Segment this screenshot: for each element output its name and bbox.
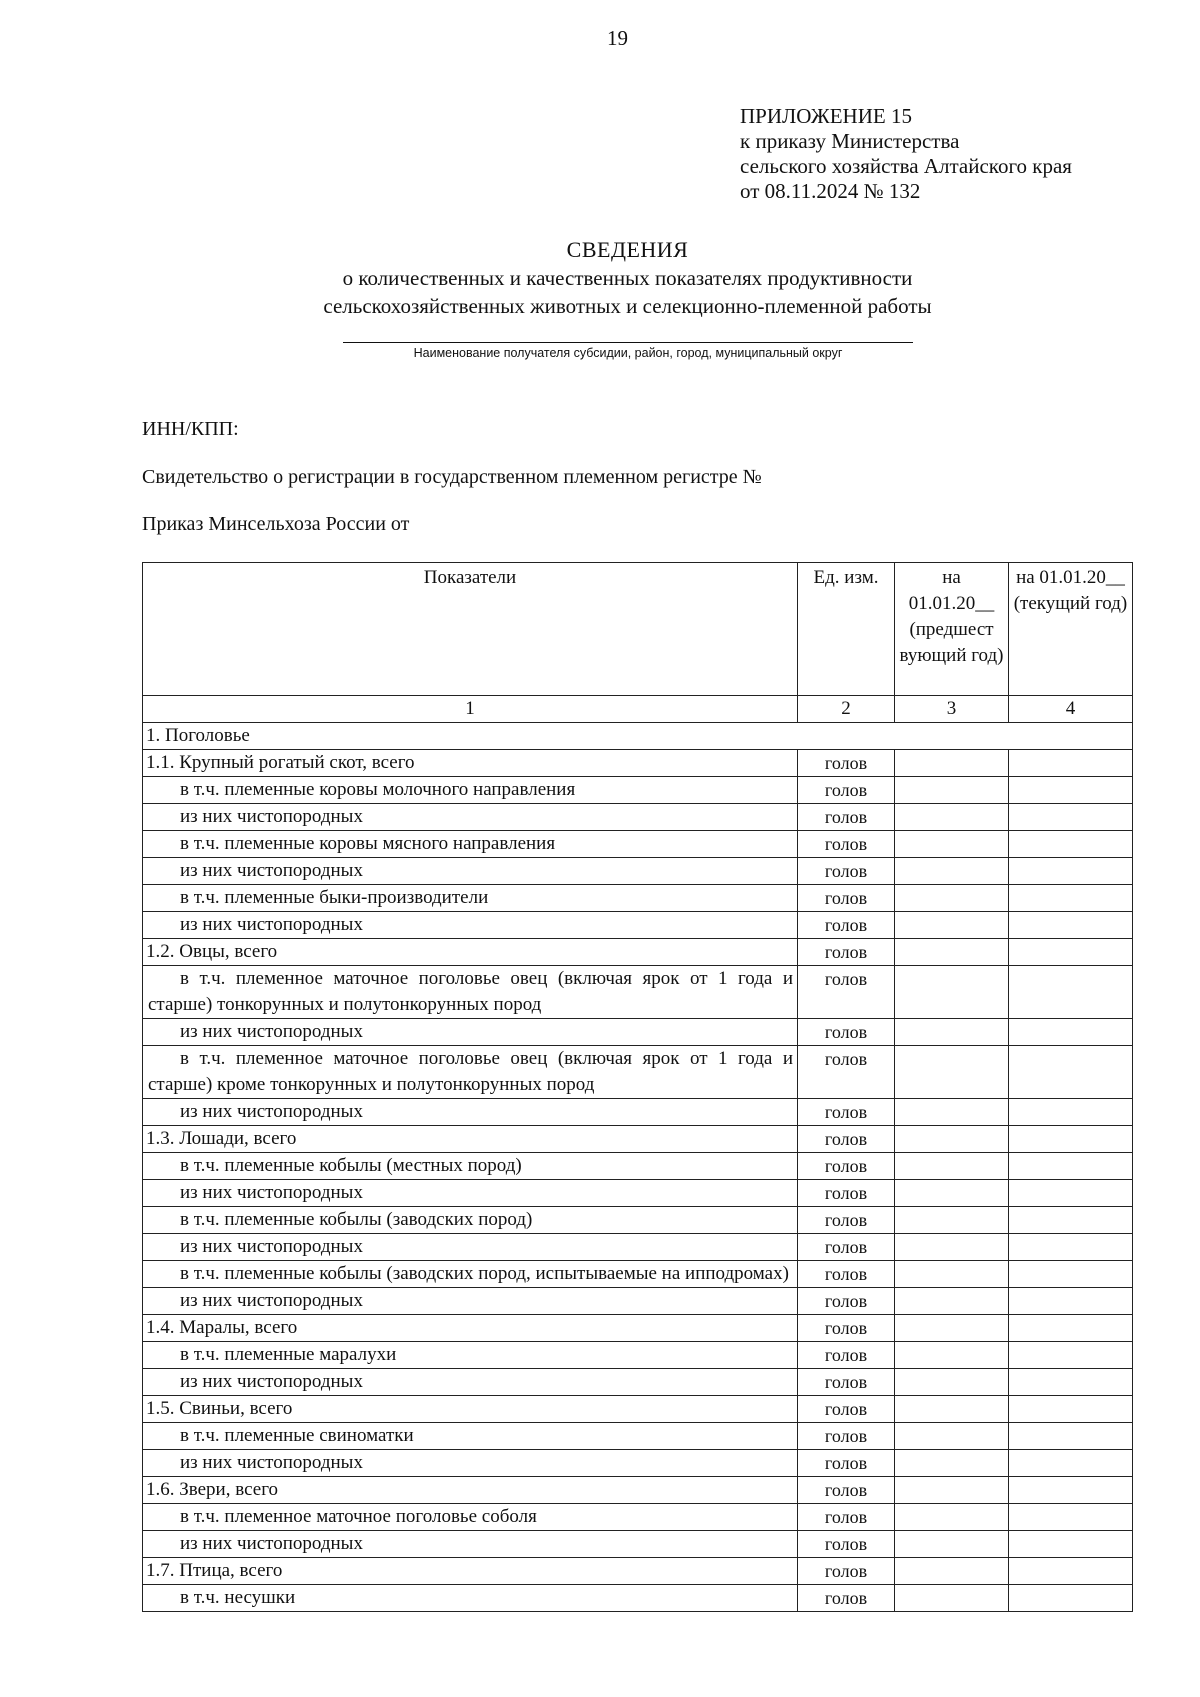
row-previous-year-value[interactable]	[895, 777, 1009, 804]
table-row	[143, 831, 1133, 858]
header-unit: Ед. изм.	[798, 563, 895, 696]
row-current-year-value[interactable]	[1009, 1558, 1133, 1585]
row-indicator: 1.5. Свиньи, всего	[143, 1396, 798, 1423]
row-unit: голов	[798, 1504, 895, 1531]
row-previous-year-value[interactable]	[895, 1019, 1009, 1046]
table-row	[143, 1234, 1133, 1261]
row-indicator: в т.ч. племенные быки-производители	[143, 885, 798, 912]
row-indicator: из них чистопородных	[143, 858, 798, 885]
row-indicator: 1.4. Маралы, всего	[143, 1315, 798, 1342]
appendix-line: сельского хозяйства Алтайского края	[740, 154, 1072, 178]
certificate-field: Свидетельство о регистрации в государственном племенном регистре №	[142, 466, 762, 488]
table-row	[143, 1126, 1133, 1153]
row-indicator: из них чистопородных	[143, 912, 798, 939]
appendix-block	[740, 104, 1072, 204]
column-number-row	[143, 696, 1133, 723]
row-current-year-value[interactable]	[1009, 777, 1133, 804]
row-current-year-value[interactable]	[1009, 831, 1133, 858]
row-unit: голов	[798, 1315, 895, 1342]
recipient-fill-line	[343, 342, 913, 343]
table-row	[143, 1261, 1133, 1288]
row-previous-year-value[interactable]	[895, 1531, 1009, 1558]
row-previous-year-value[interactable]	[895, 831, 1009, 858]
row-unit: голов	[798, 1046, 895, 1099]
table-row	[143, 912, 1133, 939]
table-row	[143, 885, 1133, 912]
row-unit: голов	[798, 1180, 895, 1207]
row-indicator: 1.1. Крупный рогатый скот, всего	[143, 750, 798, 777]
header-previous-year: на 01.01.20__ (предшест вующий год)	[895, 563, 1009, 696]
row-current-year-value[interactable]	[1009, 1585, 1133, 1612]
row-unit: голов	[798, 1450, 895, 1477]
table-row	[143, 1477, 1133, 1504]
row-current-year-value[interactable]	[1009, 1477, 1133, 1504]
row-previous-year-value[interactable]	[895, 1342, 1009, 1369]
row-previous-year-value[interactable]	[895, 1288, 1009, 1315]
row-current-year-value[interactable]	[1009, 804, 1133, 831]
row-previous-year-value[interactable]	[895, 912, 1009, 939]
row-current-year-value[interactable]	[1009, 1019, 1133, 1046]
row-indicator: 1.3. Лошади, всего	[143, 1126, 798, 1153]
row-previous-year-value[interactable]	[895, 1207, 1009, 1234]
table-row	[143, 1315, 1133, 1342]
row-indicator: из них чистопородных	[143, 1019, 798, 1046]
row-current-year-value[interactable]	[1009, 1180, 1133, 1207]
row-previous-year-value[interactable]	[895, 939, 1009, 966]
header-indicators: Показатели	[143, 563, 798, 696]
row-previous-year-value[interactable]	[895, 1099, 1009, 1126]
row-unit: голов	[798, 966, 895, 1019]
row-previous-year-value[interactable]	[895, 1046, 1009, 1099]
row-previous-year-value[interactable]	[895, 1396, 1009, 1423]
table-row	[143, 1369, 1133, 1396]
column-number: 1	[143, 696, 798, 723]
row-previous-year-value[interactable]	[895, 1153, 1009, 1180]
row-previous-year-value[interactable]	[895, 1315, 1009, 1342]
row-indicator: из них чистопородных	[143, 1234, 798, 1261]
row-indicator: из них чистопородных	[143, 1099, 798, 1126]
row-indicator: в т.ч. племенные кобылы (заводских пород, испытываемые на ипподромах)	[143, 1261, 798, 1288]
row-unit: голов	[798, 1342, 895, 1369]
row-previous-year-value[interactable]	[895, 1477, 1009, 1504]
row-indicator: из них чистопородных	[143, 1288, 798, 1315]
row-unit: голов	[798, 1261, 895, 1288]
row-current-year-value[interactable]	[1009, 750, 1133, 777]
row-previous-year-value[interactable]	[895, 1180, 1009, 1207]
row-unit: голов	[798, 1585, 895, 1612]
row-indicator: в т.ч. племенное маточное поголовье овец (включая ярок от 1 года и старше) тонкорунных и полутонкорунных пород	[143, 966, 798, 1019]
row-unit: голов	[798, 750, 895, 777]
document-title	[0, 236, 1200, 320]
row-indicator: в т.ч. племенные коровы мясного направления	[143, 831, 798, 858]
row-unit: голов	[798, 1234, 895, 1261]
row-previous-year-value[interactable]	[895, 1423, 1009, 1450]
appendix-title: ПРИЛОЖЕНИЕ 15	[740, 104, 912, 128]
table-row	[143, 1585, 1133, 1612]
table-row	[143, 723, 1133, 750]
column-number: 4	[1009, 696, 1133, 723]
row-indicator: из них чистопородных	[143, 1531, 798, 1558]
row-unit: голов	[798, 777, 895, 804]
row-previous-year-value[interactable]	[895, 804, 1009, 831]
row-current-year-value[interactable]	[1009, 1504, 1133, 1531]
table-row	[143, 858, 1133, 885]
table-row	[143, 1019, 1133, 1046]
row-unit: голов	[798, 1288, 895, 1315]
row-unit: голов	[798, 1369, 895, 1396]
row-unit: голов	[798, 939, 895, 966]
column-number: 3	[895, 696, 1009, 723]
row-previous-year-value[interactable]	[895, 1585, 1009, 1612]
row-previous-year-value[interactable]	[895, 966, 1009, 1019]
row-indicator: из них чистопородных	[143, 1369, 798, 1396]
table-body	[143, 723, 1133, 1612]
row-indicator: из них чистопородных	[143, 804, 798, 831]
row-current-year-value[interactable]	[1009, 1288, 1133, 1315]
table-row	[143, 1504, 1133, 1531]
row-indicator: в т.ч. племенные свиноматки	[143, 1423, 798, 1450]
row-indicator: 1. Поголовье	[143, 723, 1133, 750]
row-unit: голов	[798, 1019, 895, 1046]
row-current-year-value[interactable]	[1009, 1126, 1133, 1153]
table-row	[143, 777, 1133, 804]
row-current-year-value[interactable]	[1009, 1234, 1133, 1261]
row-current-year-value[interactable]	[1009, 885, 1133, 912]
row-indicator: в т.ч. племенное маточное поголовье соболя	[143, 1504, 798, 1531]
row-unit: голов	[798, 1531, 895, 1558]
row-indicator: в т.ч. племенные коровы молочного направления	[143, 777, 798, 804]
row-current-year-value[interactable]	[1009, 966, 1133, 1019]
row-previous-year-value[interactable]	[895, 750, 1009, 777]
row-current-year-value[interactable]	[1009, 1396, 1133, 1423]
title-subline: о количественных и качественных показателях продуктивности	[342, 266, 913, 290]
row-previous-year-value[interactable]	[895, 1369, 1009, 1396]
table-row	[143, 804, 1133, 831]
row-current-year-value[interactable]	[1009, 1099, 1133, 1126]
appendix-line: от 08.11.2024 № 132	[740, 179, 921, 203]
row-current-year-value[interactable]	[1009, 858, 1133, 885]
table-row	[143, 1288, 1133, 1315]
row-current-year-value[interactable]	[1009, 1315, 1133, 1342]
table-row	[143, 1342, 1133, 1369]
table-row	[143, 1046, 1133, 1099]
table-row	[143, 966, 1133, 1019]
table-row	[143, 750, 1133, 777]
title-subline: сельскохозяйственных животных и селекционно-племенной работы	[323, 294, 932, 318]
appendix-line: к приказу Министерства	[740, 129, 960, 153]
row-unit: голов	[798, 1126, 895, 1153]
table-row	[143, 1099, 1133, 1126]
row-unit: голов	[798, 1153, 895, 1180]
title-heading: СВЕДЕНИЯ	[566, 237, 689, 262]
table-row	[143, 939, 1133, 966]
row-indicator: в т.ч. несушки	[143, 1585, 798, 1612]
header-current-year: на 01.01.20__ (текущий год)	[1009, 563, 1133, 696]
recipient-caption: Наименование получателя субсидии, район, город, муниципальный округ	[413, 346, 843, 360]
table-row	[143, 1423, 1133, 1450]
row-unit: голов	[798, 831, 895, 858]
table-row	[143, 1396, 1133, 1423]
row-indicator: в т.ч. племенные кобылы (местных пород)	[143, 1153, 798, 1180]
row-previous-year-value[interactable]	[895, 885, 1009, 912]
row-unit: голов	[798, 1207, 895, 1234]
row-current-year-value[interactable]	[1009, 1423, 1133, 1450]
row-indicator: в т.ч. племенное маточное поголовье овец (включая ярок от 1 года и старше) кроме тонкорунных и полутонкорунных пород	[143, 1046, 798, 1099]
row-current-year-value[interactable]	[1009, 1369, 1133, 1396]
row-current-year-value[interactable]	[1009, 939, 1133, 966]
row-indicator: в т.ч. племенные маралухи	[143, 1342, 798, 1369]
order-field: Приказ Минсельхоза России от	[142, 513, 410, 535]
table-row	[143, 1207, 1133, 1234]
row-unit: голов	[798, 885, 895, 912]
row-indicator: 1.2. Овцы, всего	[143, 939, 798, 966]
row-indicator: 1.7. Птица, всего	[143, 1558, 798, 1585]
table-row	[143, 1531, 1133, 1558]
row-unit: голов	[798, 1477, 895, 1504]
row-previous-year-value[interactable]	[895, 1234, 1009, 1261]
row-previous-year-value[interactable]	[895, 1450, 1009, 1477]
page-number: 19	[607, 26, 628, 50]
row-current-year-value[interactable]	[1009, 1342, 1133, 1369]
inn-kpp-field: ИНН/КПП:	[142, 418, 239, 440]
row-current-year-value[interactable]	[1009, 1531, 1133, 1558]
row-unit: голов	[798, 804, 895, 831]
row-previous-year-value[interactable]	[895, 1261, 1009, 1288]
row-previous-year-value[interactable]	[895, 1504, 1009, 1531]
row-current-year-value[interactable]	[1009, 1046, 1133, 1099]
indicators-table	[142, 562, 1133, 1612]
row-unit: голов	[798, 858, 895, 885]
row-unit: голов	[798, 1396, 895, 1423]
row-current-year-value[interactable]	[1009, 1261, 1133, 1288]
row-previous-year-value[interactable]	[895, 1558, 1009, 1585]
row-current-year-value[interactable]	[1009, 912, 1133, 939]
row-unit: голов	[798, 1558, 895, 1585]
table-row	[143, 1180, 1133, 1207]
table-row	[143, 1558, 1133, 1585]
row-current-year-value[interactable]	[1009, 1207, 1133, 1234]
table-header-row	[143, 563, 1133, 696]
table-row	[143, 1450, 1133, 1477]
row-unit: голов	[798, 912, 895, 939]
row-current-year-value[interactable]	[1009, 1153, 1133, 1180]
row-previous-year-value[interactable]	[895, 858, 1009, 885]
row-indicator: из них чистопородных	[143, 1450, 798, 1477]
row-previous-year-value[interactable]	[895, 1126, 1009, 1153]
table-row	[143, 1153, 1133, 1180]
row-current-year-value[interactable]	[1009, 1450, 1133, 1477]
row-unit: голов	[798, 1423, 895, 1450]
row-indicator: из них чистопородных	[143, 1180, 798, 1207]
column-number: 2	[798, 696, 895, 723]
row-indicator: в т.ч. племенные кобылы (заводских пород)	[143, 1207, 798, 1234]
row-unit: голов	[798, 1099, 895, 1126]
row-indicator: 1.6. Звери, всего	[143, 1477, 798, 1504]
